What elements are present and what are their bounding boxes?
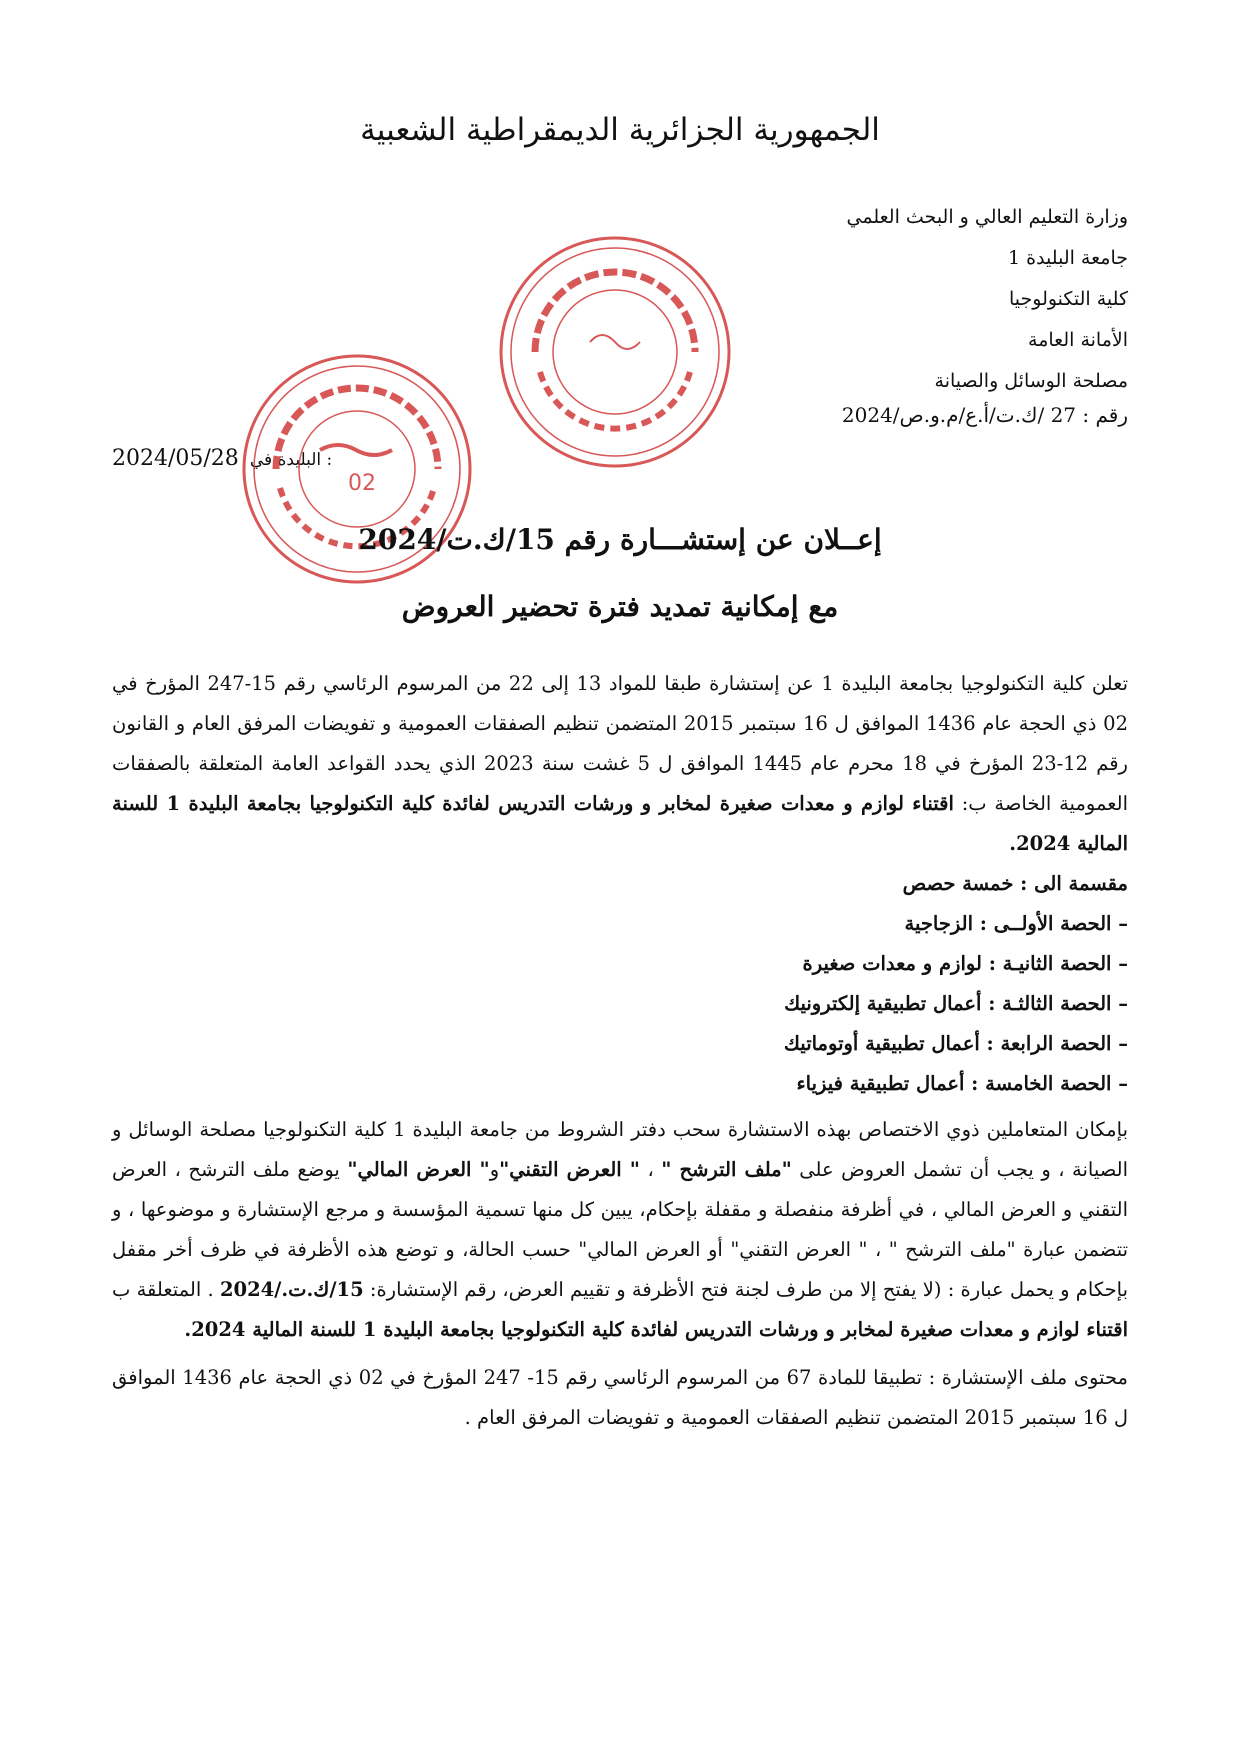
intro-text: تعلن كلية التكنولوجيا بجامعة البليدة 1 عن إستشارة طبقا للمواد 13 إلى 22 من المرسوم الرئاسي رقم 15-247 المؤرخ في 02 ذي الحجة عام 1436 الموافق ل 16 سبتمبر 2015 المتضمن تنظيم الصفقات العمومية و تفويضات المرفق العام و القانون رقم 12-23 المؤرخ في 18 محرم عام 1445 الموافق ل 5 غشت سنة 2023 الذي يحدد القواعد العامة المتعلقة بالصفقات العمومية الخاصة ب: [112,672,1129,815]
announcement-subtitle: مع إمكانية تمديد فترة تحضير العروض [401,590,839,623]
technical-offer-term: " العرض التقني" [499,1158,640,1181]
conjunction-text: و [489,1158,500,1181]
list-item: – الحصة الخامسة : أعمال تطبيقية فيزياء [796,1072,1128,1095]
paragraph-intro [112,664,1128,864]
separator-text: ، [647,1158,654,1181]
lots-heading: مقسمة الى : خمسة حصص [902,872,1128,895]
lots-list [112,904,1128,1104]
list-item: – الحصة الثانيـة : لوازم و معدات صغيرة [802,952,1128,975]
instructions-text: بإمكان المتعاملين ذوي الاختصاص بهذه الاستشارة سحب دفتر الشروط من جامعة البليدة 1 كلية التكنولوجيا مصلحة الوسائل و الصيانة ، و يجب أن تشمل العروض على [112,1118,1129,1181]
paragraph-instructions [112,1110,1128,1350]
date-label: البليدة في : [249,450,333,470]
financial-offer-term: " العرض المالي" [347,1158,490,1181]
university-seal-stamp [495,232,735,472]
faculty-line: كلية التكنولوجيا [1008,288,1128,310]
envelope-instructions-text: يوضع ملف الترشح ، العرض التقني و العرض المالي ، في أظرفة منفصلة و مقفلة بإحكام، يبين كل منها تسمية المؤسسة و مرجع الإستشارة و موضوعها ، و تتضمن عبارة "ملف الترشح " ، " العرض التقني" أو العرض المالي" حسب الحالة، و توضع هذه الأظرفة في ظرف أخر مقفل بإحكام و يحمل عبارة : (لا يفتح إلا من طرف لجنة فتح الأظرفة و تقييم العرض، رقم الإستشارة: [112,1158,1129,1301]
secretariat-line: الأمانة العامة [1028,329,1128,351]
related-to-text: . المتعلقة ب [112,1278,214,1301]
ministry-line: وزارة التعليم العالي و البحث العلمي [846,206,1128,228]
reference-number: رقم : 27 /ك.ت/أ.ع/م.و.ص/2024 [841,403,1128,427]
list-item: – الحصة الأولــى : الزجاجية [904,912,1128,935]
stamp-number: 02 [348,471,376,496]
paragraph-file-contents: محتوى ملف الإستشارة : تطبيقا للمادة 67 من المرسوم الرئاسي رقم 15- 247 المؤرخ في 02 ذي الحجة عام 1436 الموافق ل 16 سبتمبر 2015 المتضمن تنظيم الصفقات العمومية و تفويضات المرفق العام . [112,1366,1128,1429]
list-item: – الحصة الثالثـة : أعمال تطبيقية إلكترونيك [784,992,1128,1015]
intro-subject: اقتناء لوازم و معدات صغيرة لمخابر و ورشات التدريس لفائدة كلية التكنولوجيا بجامعة البليدة 1 للسنة المالية 2024. [112,792,1128,855]
institution-header [768,197,1128,402]
service-line: مصلحة الوسائل والصيانة [934,370,1128,392]
date-value: 2024/05/28 [112,446,239,471]
candidacy-file-term: "ملف الترشح " [661,1158,792,1181]
list-item: – الحصة الرابعة : أعمال تطبيقية أوتوماتيك [783,1032,1128,1055]
announcement-body [112,664,1128,1438]
consultation-number: 15/ك.ت./2024 [219,1278,364,1301]
announcement-title: إعــلان عن إستشـــارة رقم 15/ك.ت/2024 [358,523,882,556]
consultation-subject: اقتناء لوازم و معدات صغيرة لمخابر و ورشات التدريس لفائدة كلية التكنولوجيا بجامعة البليدة 1 للسنة المالية 2024. [184,1318,1128,1341]
republic-heading: الجمهورية الجزائرية الديمقراطية الشعبية [360,112,880,148]
university-line: جامعة البليدة 1 [1008,247,1128,269]
